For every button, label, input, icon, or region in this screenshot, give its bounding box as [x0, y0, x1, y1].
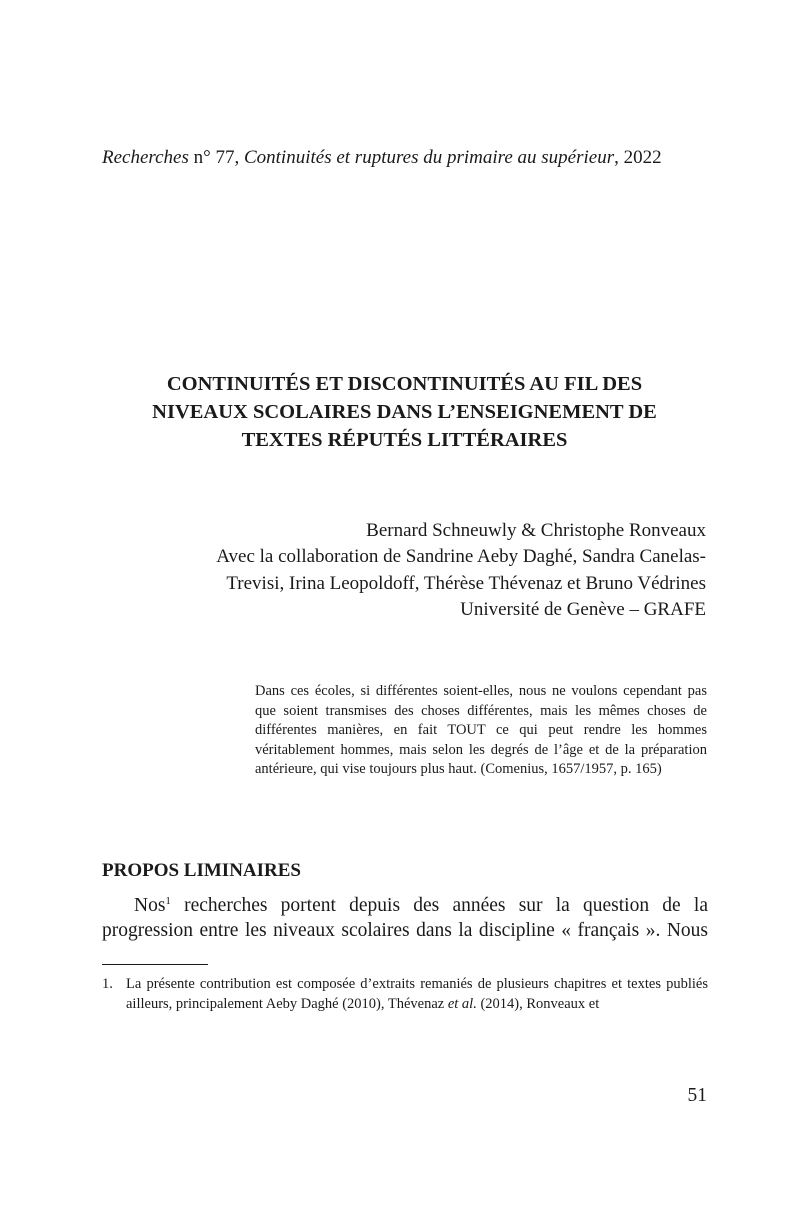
- author-line: Trevisi, Irina Leopoldoff, Thérèse Thévenaz et Bruno Védrines: [226, 572, 706, 594]
- footnote-text-run: La présente contribution est composée d’extraits remaniés de plusieurs chapitres et textes publiés ailleurs, principalement Aeby Daghé (2010), Thévenaz: [126, 976, 708, 1012]
- title-line: CONTINUITÉS ET DISCONTINUITÉS AU FIL DES: [166, 373, 643, 395]
- author-block: [102, 518, 706, 623]
- footnote-text-run: (2014), Ronveaux et: [476, 995, 600, 1012]
- body-text-run: recherches portent depuis des années sur la question de la: [170, 895, 708, 916]
- body-word: Nos: [134, 895, 166, 916]
- running-head: [102, 147, 712, 169]
- footnote: [102, 975, 708, 1014]
- title-line: NIVEAUX SCOLAIRES DANS L’ENSEIGNEMENT DE: [152, 401, 657, 423]
- footnote-reference[interactable]: 1: [165, 895, 171, 907]
- footnote-text: [126, 975, 708, 1014]
- page-number: 51: [687, 1085, 707, 1106]
- body-line: progression entre les niveaux scolaires dans la discipline « français ». Nous: [102, 920, 708, 941]
- author-line: Avec la collaboration de Sandrine Aeby Daghé, Sandra Canelas-: [216, 546, 706, 568]
- author-line: Université de Genève – GRAFE: [460, 598, 706, 620]
- author-line: Bernard Schneuwly & Christophe Ronveaux: [366, 520, 706, 541]
- issue-number: n° 77,: [188, 147, 244, 168]
- body-paragraph: [102, 893, 708, 943]
- title-line: TEXTES RÉPUTÉS LITTÉRAIRES: [241, 429, 568, 451]
- article-title: [102, 370, 707, 454]
- section-heading: PROPOS LIMINAIRES: [102, 860, 301, 881]
- footnote-number: 1.: [102, 976, 113, 992]
- footnote-separator: [102, 964, 208, 965]
- issue-year: , 2022: [614, 147, 662, 168]
- footnote-italic: et al.: [447, 995, 477, 1012]
- epigraph-quote: Dans ces écoles, si différentes soient-elles, nous ne voulons cependant pas que soient transmises des choses différentes, mais les mêmes choses de différentes manières, en fait TOUT ce qui peut rendre les hommes véritablement hommes, mais selon les degrés de l’âge et de la préparation antérieure, qui vise toujours plus haut. (Comenius, 1657/1957, p. 165): [255, 683, 707, 778]
- issue-title: Continuités et ruptures du primaire au supérieur: [243, 147, 615, 168]
- journal-name: Recherches: [102, 147, 189, 168]
- body-line: [102, 893, 708, 918]
